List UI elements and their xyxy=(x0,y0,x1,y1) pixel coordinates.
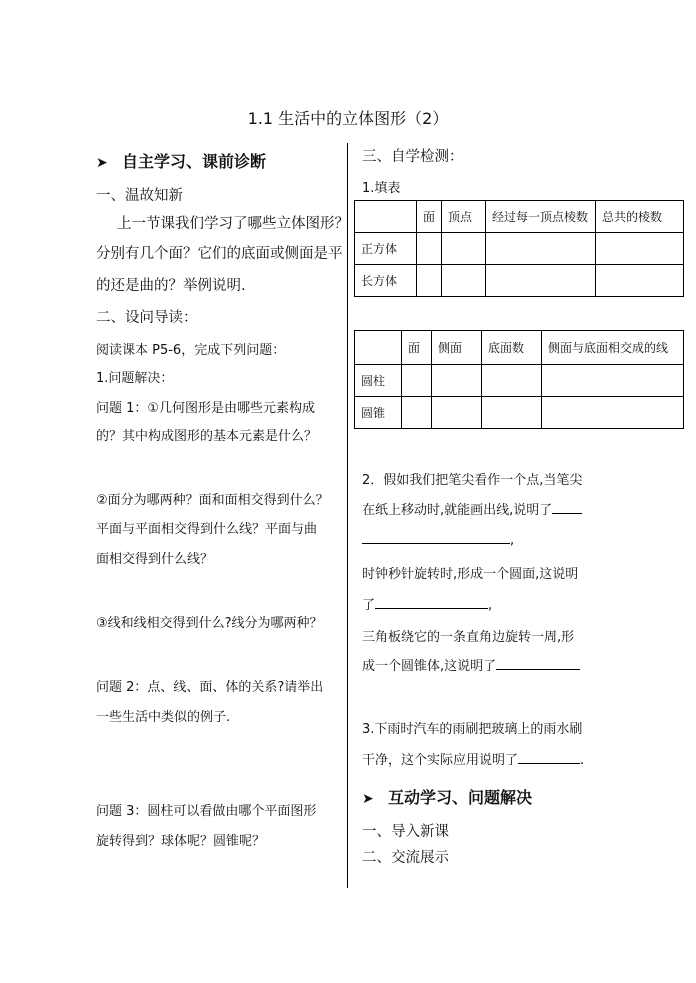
question-3-line: 旋转得到？球体呢？圆锥呢？ xyxy=(96,834,266,849)
question-2-text: 时钟秒针旋转时,形成一个圆面,这说明 xyxy=(362,567,579,582)
review-text-line: 分别有几个面？它们的底面或侧面是平 xyxy=(96,246,343,262)
question-1c-line: ③线和线相交得到什么?线分为哪两种？ xyxy=(96,616,323,631)
question-1-line: 的？其中构成图形的基本元素是什么？ xyxy=(96,429,318,444)
question-3-line: 问题 3：圆柱可以看做由哪个平面图形 xyxy=(96,804,317,819)
table-cell xyxy=(482,397,542,429)
answer-blank[interactable] xyxy=(552,500,582,514)
table-header-row xyxy=(355,331,684,365)
question-2-text: 2．假如我们把笔尖看作一个点,当笔尖 xyxy=(362,473,583,488)
table-cylinder-cone xyxy=(354,330,684,429)
table-cell xyxy=(542,365,684,397)
table-header-row xyxy=(355,201,684,233)
table-header-cell: 经过每一顶点棱数 xyxy=(486,201,596,233)
question-1b-line: 平面与平面相交得到什么线？平面与曲 xyxy=(96,522,318,537)
question-3-text-part: . xyxy=(580,753,585,768)
table-header-cell: 侧面与底面相交成的线 xyxy=(542,331,684,365)
question-2-text: 三角板绕它的一条直角边旋转一周,形 xyxy=(362,630,575,645)
table-header-cell: 总共的棱数 xyxy=(596,201,684,233)
question-1b-line: ②面分为哪两种？面和面相交得到什么？ xyxy=(96,493,329,508)
question-3-text-part: 干净，这个实际应用说明了 xyxy=(362,753,519,768)
review-text-line: 的还是曲的？举例说明. xyxy=(96,278,246,294)
table-header-cell: 面 xyxy=(402,331,432,365)
column-divider xyxy=(347,143,348,888)
table-cell xyxy=(442,233,486,265)
question-3-text: 3.下雨时汽车的雨刷把玻璃上的雨水刷 xyxy=(362,722,583,737)
table-cell xyxy=(355,331,402,365)
table-row xyxy=(355,265,684,297)
table-cell xyxy=(402,365,432,397)
review-text-line: 上一节课我们学习了哪些立体图形？ xyxy=(117,216,349,232)
table-cell xyxy=(596,265,684,297)
table-row xyxy=(355,397,684,429)
table-cell xyxy=(596,233,684,265)
question-2-text-part: , xyxy=(488,598,493,613)
arrow-bullet-icon: ➤ xyxy=(96,155,108,171)
review-heading: 一、温故知新 xyxy=(96,188,183,204)
table-cell xyxy=(542,397,684,429)
table-cell xyxy=(486,265,596,297)
fill-table-label: 1.填表 xyxy=(362,181,401,196)
section-heading-text: 自主学习、课前诊断 xyxy=(122,152,267,171)
question-3-text xyxy=(362,749,584,768)
question-2-text xyxy=(362,594,492,613)
answer-blank[interactable] xyxy=(362,530,510,544)
section-heading-interactive xyxy=(362,785,532,808)
table-header-cell: 顶点 xyxy=(442,201,486,233)
table-cell xyxy=(402,397,432,429)
question-2-text-part: 在纸上移动时,就能画出线,说明了 xyxy=(362,503,553,518)
question-1-line: 问题 1：①几何图形是由哪些元素构成 xyxy=(96,401,316,416)
table-row-label: 圆锥 xyxy=(355,397,402,429)
answer-blank[interactable] xyxy=(375,595,488,609)
guide-instruction: 阅读课本 P5-6，完成下列问题： xyxy=(96,343,286,358)
table-row xyxy=(355,365,684,397)
table-cell xyxy=(417,233,442,265)
section-heading-text: 互动学习、问题解决 xyxy=(388,788,533,807)
answer-blank[interactable] xyxy=(518,750,580,764)
table-cell xyxy=(442,265,486,297)
new-lesson-heading: 一、导入新课 xyxy=(362,824,449,840)
question-2-text xyxy=(362,655,580,674)
table-header-cell: 侧面 xyxy=(432,331,482,365)
page-title: 1.1 生活中的立体图形（2） xyxy=(247,109,449,128)
table-cell xyxy=(432,397,482,429)
arrow-bullet-icon: ➤ xyxy=(362,791,374,807)
table-row-label: 长方体 xyxy=(355,265,417,297)
exchange-heading: 二、交流展示 xyxy=(362,850,449,866)
question-2-text xyxy=(362,530,514,548)
guide-heading: 二、设问导读： xyxy=(96,310,198,326)
table-header-cell: 面 xyxy=(417,201,442,233)
question-2-text-part: 了 xyxy=(362,598,376,613)
question-2-text-part: 成一个圆锥体,这说明了 xyxy=(362,659,497,674)
question-1b-line: 面相交得到什么线？ xyxy=(96,552,214,567)
table-cell xyxy=(486,233,596,265)
question-2-text xyxy=(362,499,582,518)
table-row-label: 正方体 xyxy=(355,233,417,265)
table-cell xyxy=(482,365,542,397)
question-2-line: 问题 2：点、线、面、体的关系?请举出 xyxy=(96,680,324,695)
table-header-cell: 底面数 xyxy=(482,331,542,365)
table-cube-cuboid xyxy=(354,200,684,297)
question-2-line: 一些生活中类似的例子. xyxy=(96,710,231,725)
self-test-heading: 三、自学检测： xyxy=(362,149,464,165)
table-cell xyxy=(355,201,417,233)
table-cell xyxy=(432,365,482,397)
table-cell xyxy=(417,265,442,297)
answer-blank[interactable] xyxy=(496,656,580,670)
question-2-text-part: , xyxy=(510,533,515,548)
table-row-label: 圆柱 xyxy=(355,365,402,397)
table-row xyxy=(355,233,684,265)
problem-solving-label: 1.问题解决： xyxy=(96,371,174,386)
section-heading-self-study xyxy=(96,149,266,172)
